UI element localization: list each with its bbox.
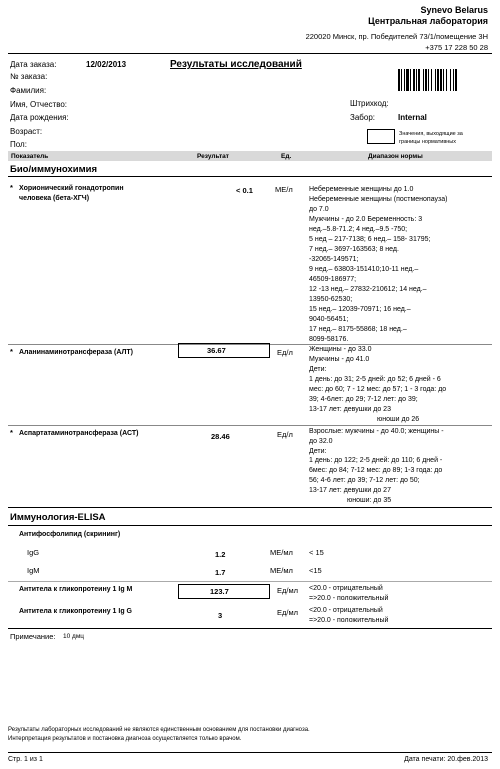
range-line: -32065-149571;	[309, 256, 359, 263]
dob-label: Дата рождения:	[10, 113, 69, 122]
hcg-range	[309, 185, 447, 345]
range-line: Дети:	[309, 447, 327, 455]
note-value: 10 дмц	[63, 633, 85, 640]
igg-result: 1.2	[215, 550, 226, 559]
name-label: Имя, Отчество:	[10, 100, 68, 109]
col-range: Диапазон нормы	[368, 153, 423, 160]
range-line: <20.0 - отрицательный	[309, 585, 383, 592]
lab-name: Центральная лаборатория	[368, 16, 488, 26]
apl-group-title: Антифосфолипид (скрининг)	[19, 531, 121, 538]
hcg-unit: МЕ/л	[275, 185, 293, 194]
range-line: <20.0 - отрицательный	[309, 607, 383, 614]
range-line: 7 нед.– 3697-163563; 8 нед.	[309, 246, 399, 253]
b2gp-igm-range	[309, 584, 388, 604]
range-line: 13-17 лет: девушки до 23	[309, 406, 391, 413]
footer-divider	[8, 752, 492, 753]
lab-company: Synevo Belarus	[420, 5, 488, 15]
range-line: =>20.0 - положительный	[309, 595, 389, 602]
range-line: Небеременные женщины (постменопауза)	[309, 196, 448, 203]
igm-unit: МЕ/мл	[270, 566, 293, 575]
range-line: 13-17 лет: девушки до 27	[309, 486, 391, 494]
surname-label: Фамилия:	[10, 86, 47, 95]
disclaimer-line-2: Интерпретация результатов и постановка диагноза осуществляется только врачом.	[8, 736, 242, 742]
ast-star: *	[10, 428, 13, 437]
alt-unit: Ед/л	[277, 348, 293, 357]
page-number: Стр. 1 из 1	[8, 756, 43, 763]
b2gp-igm-name: Антитела к гликопротеину 1 Ig M	[19, 586, 133, 593]
igg-name: IgG	[27, 548, 40, 557]
barcode-label: Штрихкод:	[350, 99, 389, 108]
b2gp-igm-result: 123.7	[210, 587, 229, 596]
range-line: 17 нед.– 8175-55868; 18 нед.–	[309, 326, 407, 333]
alt-result: 36.67	[207, 346, 226, 355]
ast-range	[309, 427, 495, 505]
lab-phone: +375 17 228 50 28	[425, 43, 488, 52]
section-divider	[8, 525, 492, 526]
range-line: 46509-186977;	[309, 276, 357, 283]
range-line: 39; 4-6лет: до 29; 7-12 лет: до 39;	[309, 396, 418, 403]
order-date: 12/02/2013	[86, 60, 127, 69]
hcg-name-1: Хорионический гонадотропин	[19, 185, 124, 192]
range-line: Мужчины - до 41.0	[309, 356, 370, 363]
b2gp-igg-unit: Ед/мл	[277, 608, 298, 617]
igm-range: <15	[309, 566, 322, 575]
section-elisa: Иммунология-ELISA	[10, 512, 106, 523]
b2gp-igm-unit: Ед/мл	[277, 586, 298, 595]
header-divider	[8, 53, 492, 54]
alt-name: Аланинаминотрансфераза (АЛТ)	[19, 349, 133, 356]
range-line: юноши: до 35	[347, 496, 392, 504]
ast-result: 28.46	[211, 432, 230, 441]
page-title: Результаты исследований	[170, 59, 302, 70]
legend-text-2: границы нормативных	[399, 139, 456, 145]
alt-star: *	[10, 347, 13, 356]
row-divider	[8, 425, 492, 426]
section-divider	[8, 176, 492, 177]
range-line: Мужчины - до 2.0 Беременность: 3	[309, 216, 423, 223]
sampling-value: Internal	[398, 113, 427, 122]
range-line: юноши до 26	[377, 416, 420, 423]
sex-label: Пол:	[10, 140, 27, 149]
note-label: Примечание:	[10, 632, 56, 641]
igm-name: IgM	[27, 566, 40, 575]
sampling-label: Забор:	[350, 113, 375, 122]
lab-address: 220020 Минск, пр. Победителей 73/1/помещение 3Н	[305, 32, 488, 41]
range-line: до 7.0	[309, 206, 329, 213]
range-line: 12 -13 нед.– 27832-210612; 14 нед.–	[309, 286, 427, 293]
b2gp-igg-range	[309, 606, 388, 626]
order-date-label: Дата заказа:	[10, 60, 57, 69]
range-line: 13950-62530;	[309, 296, 353, 303]
col-unit: Ед.	[281, 153, 292, 160]
igg-unit: МЕ/мл	[270, 548, 293, 557]
col-indicator: Показатель	[11, 153, 49, 160]
range-line: 9 нед.– 63803-151410;10-11 нед.–	[309, 266, 419, 273]
range-line: нед.–5.8-71.2; 4 нед.–9.5 -750;	[309, 226, 408, 233]
disclaimer-line-1: Результаты лабораторных исследований не являются единственным основанием для постановки диагноза.	[8, 727, 310, 733]
range-line: 5 нед – 217-7138; 6 нед.– 158- 31795;	[309, 236, 431, 243]
print-date: Дата печати: 20.фев.2013	[404, 756, 488, 763]
alt-range	[309, 345, 495, 425]
range-line: мес: до 60; 7 - 12 мес: до 57; 1 - 3 года: до	[309, 386, 447, 393]
b2gp-igg-result: 3	[218, 611, 223, 620]
igg-range: < 15	[309, 548, 324, 557]
range-line: =>20.0 - положительный	[309, 617, 389, 624]
col-result: Результат	[197, 153, 229, 160]
barcode-image	[398, 69, 478, 91]
hcg-star: *	[10, 183, 13, 192]
barcode-bar	[457, 69, 458, 91]
range-line: 56; 4-6 лет: до 39; 7-12 лет: до 50;	[309, 476, 420, 484]
ast-name: Аспартатаминотрансфераза (АСТ)	[19, 430, 139, 437]
b2gp-igg-name: Антитела к гликопротеину 1 Ig G	[19, 608, 132, 615]
range-line: Женщины - до 33.0	[309, 346, 372, 353]
section-divider	[8, 628, 492, 629]
range-line: 1 день: до 31; 2-5 дней: до 52; 6 дней - 6	[309, 376, 441, 383]
range-line: Небеременные женщины до 1.0	[309, 186, 414, 193]
section-biochemistry: Био/иммунохимия	[10, 164, 98, 175]
hcg-name-2: человека (бета-ХГЧ)	[19, 195, 90, 202]
section-divider	[8, 507, 492, 508]
range-line: до 32.0	[309, 437, 333, 445]
range-line: Дети:	[309, 366, 327, 373]
ast-unit: Ед/л	[277, 430, 293, 439]
range-line: 9040-56451;	[309, 316, 349, 323]
range-line: 1 день: до 122; 2-5 дней: до 110; 6 дней -	[309, 457, 443, 465]
range-line: Взрослые: мужчины - до 40.0; женщины -	[309, 428, 444, 435]
range-line: 8099-58176.	[309, 336, 349, 343]
legend-text-1: Значения, выходящие за	[399, 131, 463, 137]
range-line: 15 нед.– 12039-70971; 16 нед.–	[309, 306, 411, 313]
row-divider	[8, 581, 492, 582]
range-line: 6мес: до 84; 7-12 мес: до 89; 1-3 года: до	[309, 467, 443, 475]
out-of-range-legend-box	[367, 129, 395, 144]
order-number-label: № заказа:	[10, 72, 48, 81]
hcg-result: < 0.1	[236, 186, 253, 195]
igm-result: 1.7	[215, 568, 226, 577]
age-label: Возраст:	[10, 127, 43, 136]
